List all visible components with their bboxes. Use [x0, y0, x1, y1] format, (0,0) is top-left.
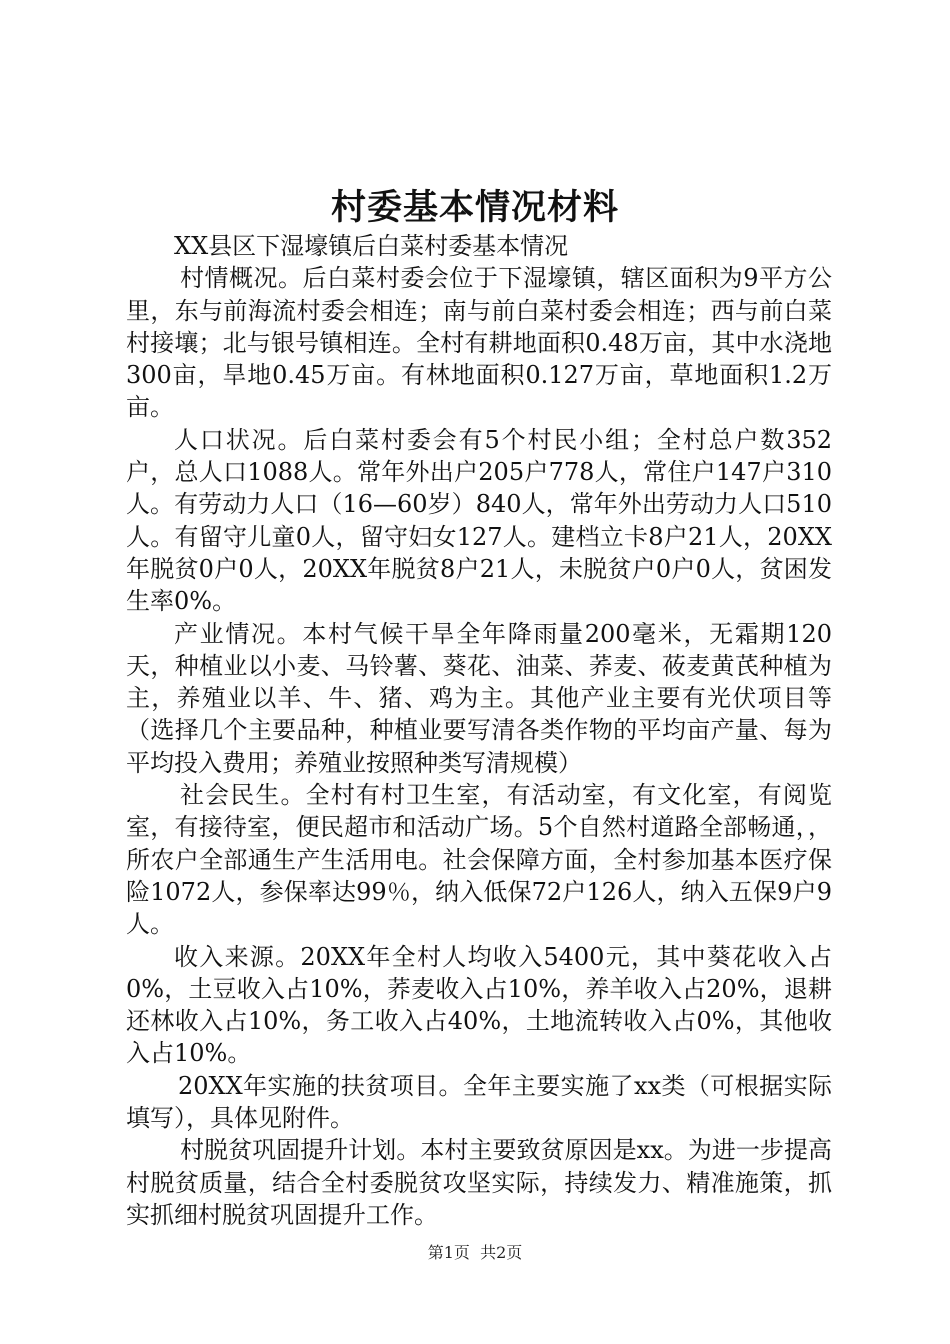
page-footer	[0, 1242, 950, 1264]
projects-paragraph: 20XX年实施的扶贫项目。全年主要实施了xx类（可根据实际填写），具体见附件。	[126, 1071, 832, 1133]
social-welfare-paragraph: 社会民生。全村有村卫生室，有活动室，有文化室，有阅览室，有接待室，便民超市和活动广场。5个自然村道路全部畅通，，所农户全部通生产生活用电。社会保障方面，全村参加基本医疗保险1072人，参保率达99％，纳入低保72户126人，纳入五保9户9人。	[126, 781, 832, 939]
page-number: 第1页 共2页	[427, 1243, 523, 1262]
population-paragraph: 人口状况。后白菜村委会有5个村民小组；全村总户数352户，总人口1088人。常年外出户205户778人，常住户147户310人。有劳动力人口（16—60岁）840人，常年外出劳动力人口510人。有留守儿童0人，留守妇女127人。建档立卡8户21人，20XX年脱贫0户0人，20XX年脱贫8户21人，未脱贫户0户0人，贫困发生率0%。	[126, 425, 832, 616]
document-title: 村委基本情况材料	[330, 187, 619, 228]
intro-paragraph: XX县区下湿壕镇后白菜村委基本情况	[174, 232, 569, 260]
document-body	[126, 230, 832, 1231]
village-overview-paragraph: 村情概况。后白菜村委会位于下湿壕镇，辖区面积为9平方公里，东与前海流村委会相连；南与前白菜村委会相连；西与前白菜村接壤；北与银号镇相连。全村有耕地面积0.48万亩，其中水浇地300亩，旱地0.45万亩。有林地面积0.127万亩，草地面积1.2万亩。	[126, 264, 832, 422]
industry-paragraph: 产业情况。本村气候干旱全年降雨量200毫米，无霜期120天，种植业以小麦、马铃薯、葵花、油菜、荞麦、莜麦黄芪种植为主，养殖业以羊、牛、猪、鸡为主。其他产业主要有光伏项目等（选择几个主要品种，种植业要写清各类作物的平均亩产量、每为平均投入费用；养殖业按照种类写清规模）	[126, 619, 832, 777]
plan-paragraph: 村脱贫巩固提升计划。本村主要致贫原因是xx。为进一步提高村脱贫质量，结合全村委脱贫攻坚实际，持续发力、精准施策，抓实抓细村脱贫巩固提升工作。	[126, 1136, 832, 1229]
income-paragraph: 收入来源。20XX年全村人均收入5400元，其中葵花收入占0%，土豆收入占10%，荞麦收入占10%，养羊收入占20%，退耕还林收入占10%，务工收入占40%，土地流转收入占0%，其他收入占10%。	[126, 942, 832, 1068]
